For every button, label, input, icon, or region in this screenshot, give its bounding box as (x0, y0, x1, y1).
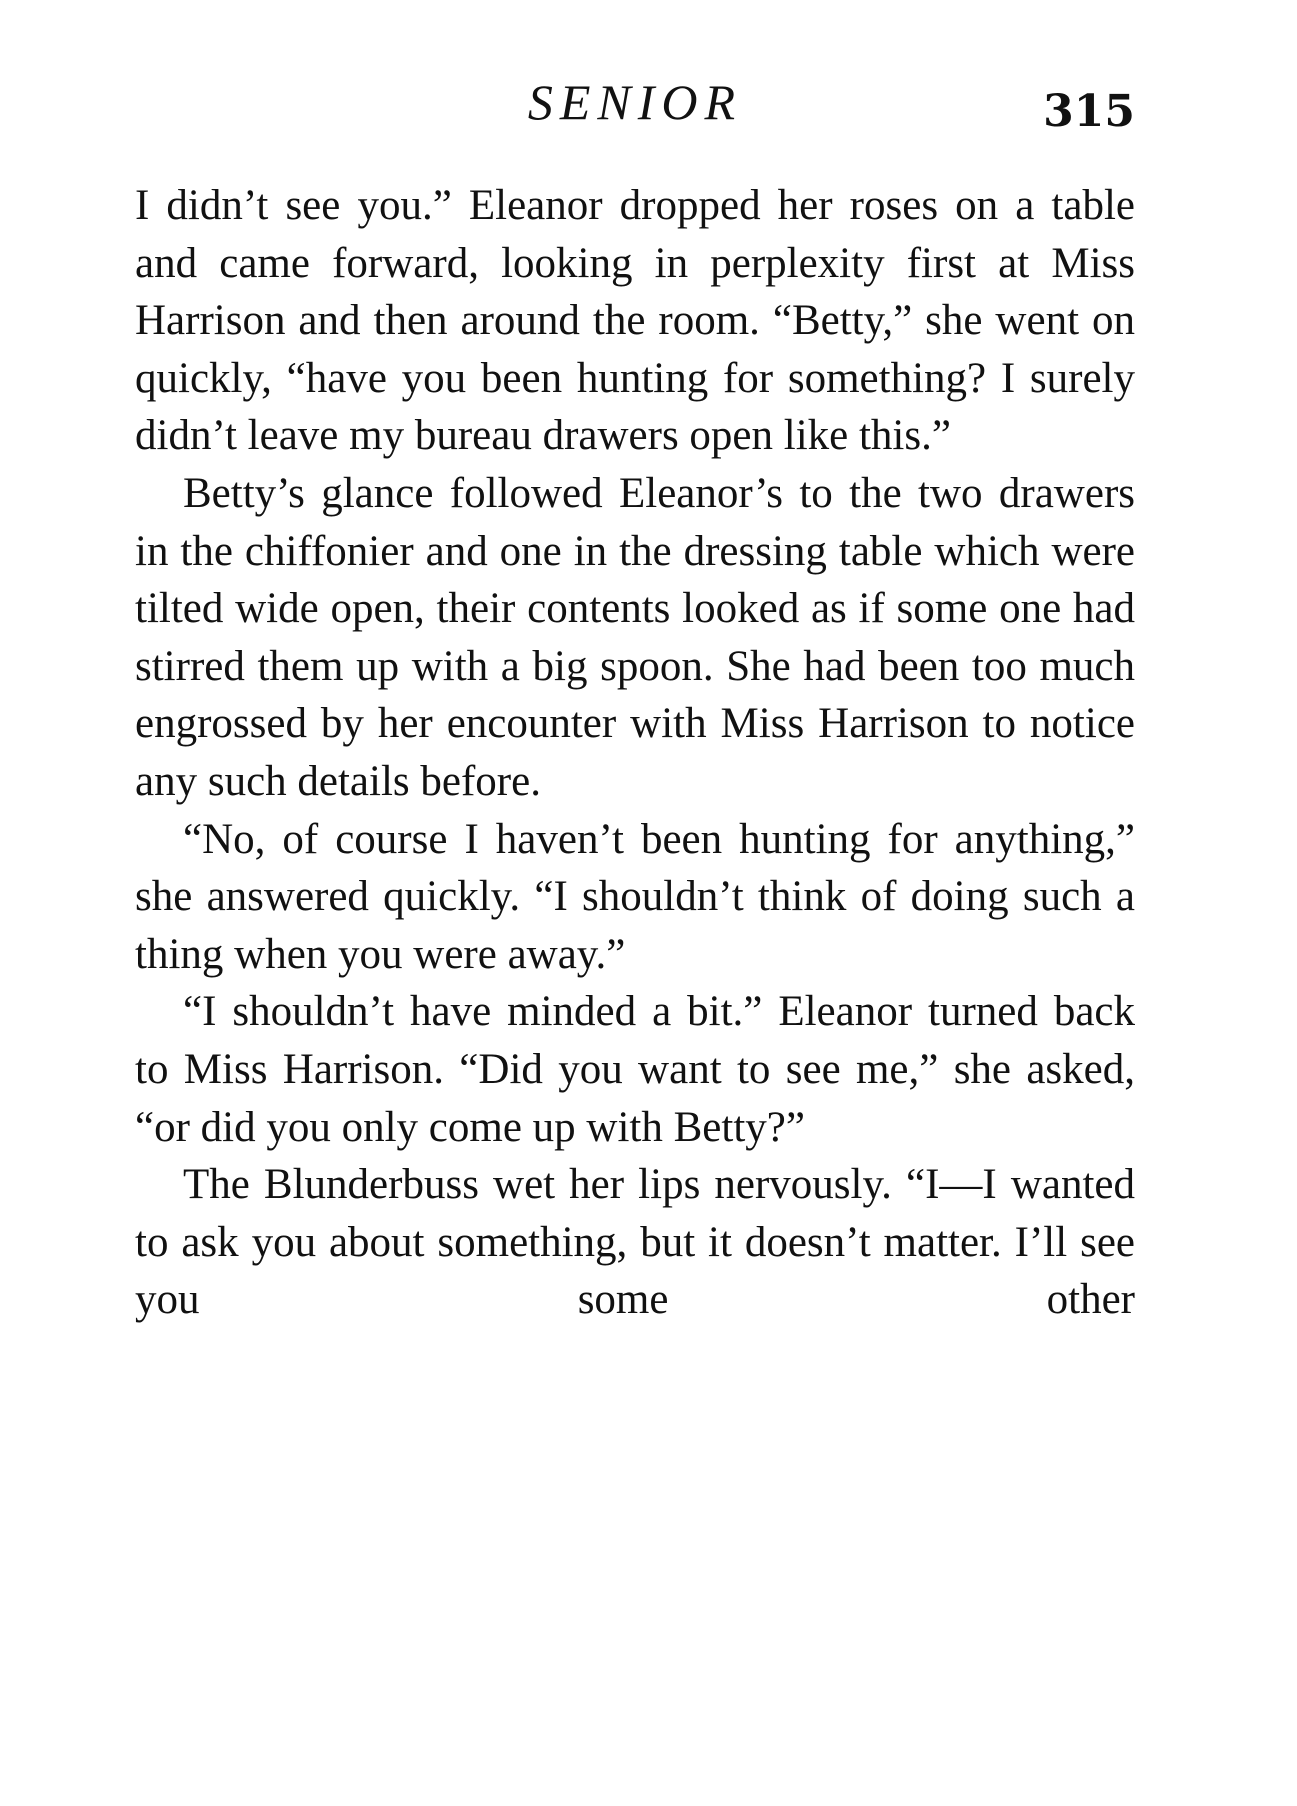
paragraph-1: I didn’t see you.” Eleanor dropped her roses on a table and came forward, looking in perplexity first at Miss Harrison and then around the room. “Betty,” she went on quickly, “have you been hunting for something? I surely didn’t leave my bureau drawers open like this.” (135, 182, 1135, 460)
running-head (135, 72, 1135, 142)
paragraph-5: The Blunderbuss wet her lips nervously. “I—I wanted to ask you about something, but it doesn’t matter. I’ll see you some other (135, 1161, 1135, 1324)
page-number: 315 (1043, 86, 1135, 137)
paragraph-3: “No, of course I haven’t been hunting for anything,” she answered quickly. “I shouldn’t think of doing such a thing when you were away.” (135, 815, 1135, 978)
chapter-title: SENIOR (527, 74, 743, 130)
paragraph-4: “I shouldn’t have minded a bit.” Eleanor turned back to Miss Harrison. “Did you want to see me,” she asked, “or did you only come up with Betty?” (135, 988, 1135, 1151)
paragraph-2: Betty’s glance followed Eleanor’s to the two drawers in the chiffonier and one in the dressing table which were tilted wide open, their contents looked as if some one had stirred them up with a big spoon. She had been too much engrossed by her encounter with Miss Harrison to notice any such details before. (135, 469, 1135, 805)
body-text (135, 177, 1135, 1329)
